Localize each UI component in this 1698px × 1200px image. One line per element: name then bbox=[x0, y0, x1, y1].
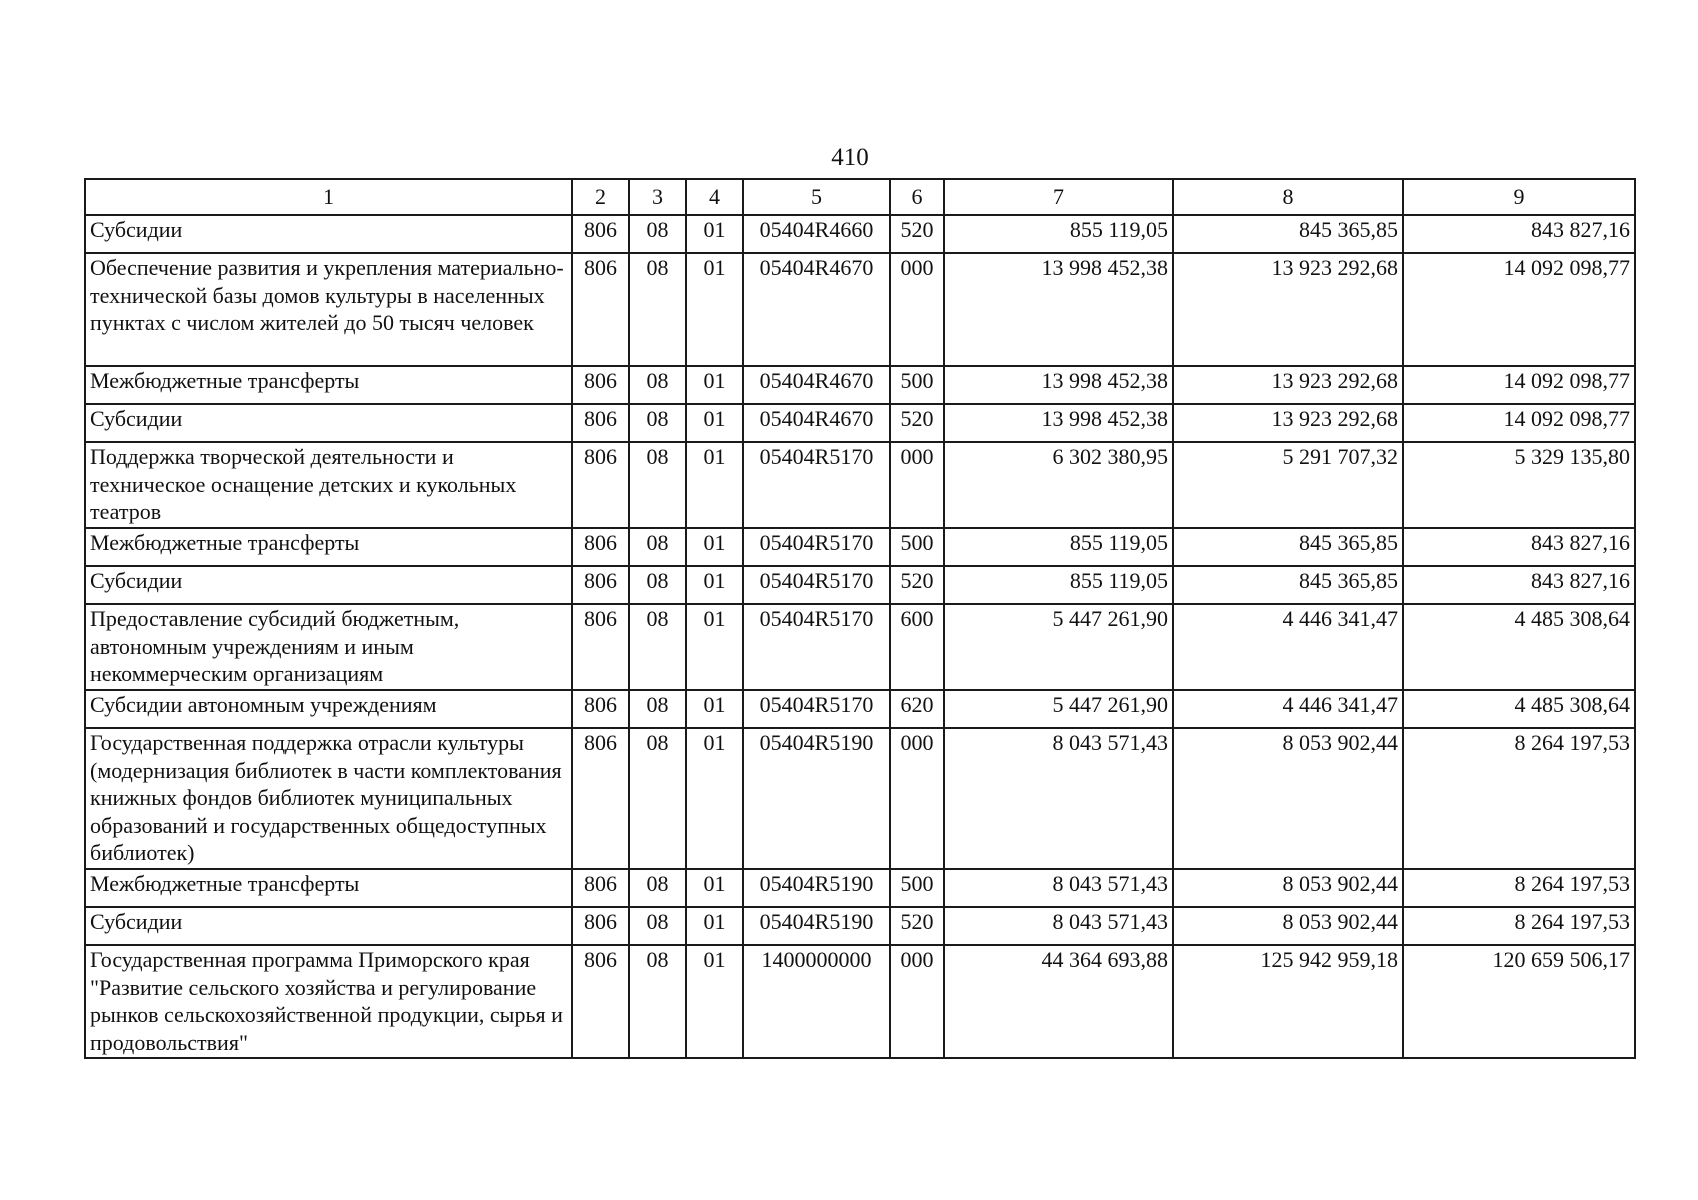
row-code-2: 806 bbox=[572, 945, 629, 1058]
row-value-9: 14 092 098,77 bbox=[1403, 253, 1635, 366]
row-value-8: 13 923 292,68 bbox=[1173, 253, 1403, 366]
row-value-7: 13 998 452,38 bbox=[944, 404, 1173, 442]
row-value-8: 125 942 959,18 bbox=[1173, 945, 1403, 1058]
row-value-8: 8 053 902,44 bbox=[1173, 728, 1403, 869]
row-code-2: 806 bbox=[572, 604, 629, 690]
row-code-4: 01 bbox=[686, 442, 743, 528]
table-row bbox=[85, 690, 1635, 728]
row-code-6: 000 bbox=[890, 442, 944, 528]
row-value-8: 13 923 292,68 bbox=[1173, 366, 1403, 404]
row-code-3: 08 bbox=[629, 442, 686, 528]
header-cell-4: 4 bbox=[686, 179, 743, 215]
header-cell-9: 9 bbox=[1403, 179, 1635, 215]
row-value-8: 8 053 902,44 bbox=[1173, 869, 1403, 907]
row-value-9: 14 092 098,77 bbox=[1403, 404, 1635, 442]
table-row bbox=[85, 907, 1635, 945]
row-code-6: 600 bbox=[890, 604, 944, 690]
row-code-4: 01 bbox=[686, 215, 743, 253]
row-name: Поддержка творческой деятельности и техническое оснащение детских и кукольных театров bbox=[85, 442, 572, 528]
row-value-7: 855 119,05 bbox=[944, 566, 1173, 604]
row-value-8: 8 053 902,44 bbox=[1173, 907, 1403, 945]
row-name: Предоставление субсидий бюджетным, автономным учреждениям и иным некоммерческим организациям bbox=[85, 604, 572, 690]
row-name: Субсидии bbox=[85, 215, 572, 253]
row-code-4: 01 bbox=[686, 366, 743, 404]
row-value-8: 13 923 292,68 bbox=[1173, 404, 1403, 442]
row-code-2: 806 bbox=[572, 215, 629, 253]
row-value-8: 4 446 341,47 bbox=[1173, 690, 1403, 728]
row-code-5: 05404R5190 bbox=[743, 728, 890, 869]
row-value-9: 8 264 197,53 bbox=[1403, 728, 1635, 869]
header-cell-7: 7 bbox=[944, 179, 1173, 215]
row-value-7: 44 364 693,88 bbox=[944, 945, 1173, 1058]
row-code-4: 01 bbox=[686, 604, 743, 690]
row-value-9: 4 485 308,64 bbox=[1403, 690, 1635, 728]
row-value-7: 6 302 380,95 bbox=[944, 442, 1173, 528]
row-code-5: 05404R5190 bbox=[743, 907, 890, 945]
row-code-5: 05404R4670 bbox=[743, 366, 890, 404]
row-value-9: 120 659 506,17 bbox=[1403, 945, 1635, 1058]
row-value-7: 8 043 571,43 bbox=[944, 728, 1173, 869]
row-code-3: 08 bbox=[629, 907, 686, 945]
header-cell-3: 3 bbox=[629, 179, 686, 215]
table-row bbox=[85, 869, 1635, 907]
row-value-8: 845 365,85 bbox=[1173, 528, 1403, 566]
row-code-6: 500 bbox=[890, 869, 944, 907]
row-value-7: 855 119,05 bbox=[944, 528, 1173, 566]
row-code-5: 05404R5170 bbox=[743, 566, 890, 604]
row-value-8: 5 291 707,32 bbox=[1173, 442, 1403, 528]
table-row bbox=[85, 442, 1635, 528]
row-value-7: 855 119,05 bbox=[944, 215, 1173, 253]
table-row bbox=[85, 253, 1635, 366]
table-row bbox=[85, 566, 1635, 604]
row-code-2: 806 bbox=[572, 404, 629, 442]
header-cell-8: 8 bbox=[1173, 179, 1403, 215]
table-header-row bbox=[85, 179, 1635, 215]
budget-table bbox=[84, 178, 1636, 1059]
row-code-6: 000 bbox=[890, 253, 944, 366]
row-value-9: 8 264 197,53 bbox=[1403, 907, 1635, 945]
table-row bbox=[85, 945, 1635, 1058]
row-code-4: 01 bbox=[686, 869, 743, 907]
row-code-2: 806 bbox=[572, 528, 629, 566]
row-value-7: 5 447 261,90 bbox=[944, 604, 1173, 690]
row-code-6: 620 bbox=[890, 690, 944, 728]
row-code-4: 01 bbox=[686, 253, 743, 366]
row-code-2: 806 bbox=[572, 728, 629, 869]
row-code-3: 08 bbox=[629, 604, 686, 690]
row-code-5: 05404R4670 bbox=[743, 404, 890, 442]
row-code-6: 520 bbox=[890, 566, 944, 604]
row-value-7: 5 447 261,90 bbox=[944, 690, 1173, 728]
row-code-5: 05404R5170 bbox=[743, 690, 890, 728]
row-code-3: 08 bbox=[629, 728, 686, 869]
header-cell-1: 1 bbox=[85, 179, 572, 215]
row-name: Субсидии bbox=[85, 404, 572, 442]
row-code-3: 08 bbox=[629, 528, 686, 566]
table-row bbox=[85, 215, 1635, 253]
row-code-5: 05404R5190 bbox=[743, 869, 890, 907]
row-code-4: 01 bbox=[686, 690, 743, 728]
row-code-6: 500 bbox=[890, 528, 944, 566]
row-value-9: 843 827,16 bbox=[1403, 215, 1635, 253]
row-value-9: 14 092 098,77 bbox=[1403, 366, 1635, 404]
row-value-9: 4 485 308,64 bbox=[1403, 604, 1635, 690]
header-cell-6: 6 bbox=[890, 179, 944, 215]
header-cell-5: 5 bbox=[743, 179, 890, 215]
table-row bbox=[85, 528, 1635, 566]
header-cell-2: 2 bbox=[572, 179, 629, 215]
row-code-2: 806 bbox=[572, 869, 629, 907]
row-code-3: 08 bbox=[629, 404, 686, 442]
row-name: Субсидии bbox=[85, 907, 572, 945]
row-value-8: 845 365,85 bbox=[1173, 566, 1403, 604]
row-code-5: 05404R4660 bbox=[743, 215, 890, 253]
row-code-3: 08 bbox=[629, 366, 686, 404]
row-code-3: 08 bbox=[629, 215, 686, 253]
row-code-2: 806 bbox=[572, 690, 629, 728]
row-value-8: 4 446 341,47 bbox=[1173, 604, 1403, 690]
row-code-2: 806 bbox=[572, 366, 629, 404]
row-value-7: 8 043 571,43 bbox=[944, 907, 1173, 945]
row-code-5: 05404R5170 bbox=[743, 528, 890, 566]
row-value-8: 845 365,85 bbox=[1173, 215, 1403, 253]
row-value-7: 13 998 452,38 bbox=[944, 366, 1173, 404]
row-code-3: 08 bbox=[629, 253, 686, 366]
table-row bbox=[85, 404, 1635, 442]
table-row bbox=[85, 728, 1635, 869]
row-code-5: 05404R5170 bbox=[743, 604, 890, 690]
row-name: Межбюджетные трансферты bbox=[85, 528, 572, 566]
row-code-3: 08 bbox=[629, 566, 686, 604]
row-code-3: 08 bbox=[629, 869, 686, 907]
row-name: Государственная программа Приморского края "Развитие сельского хозяйства и регулирование рынков сельскохозяйственной продукции, сырья и продовольствия" bbox=[85, 945, 572, 1058]
table-row bbox=[85, 604, 1635, 690]
table-row bbox=[85, 366, 1635, 404]
row-value-9: 8 264 197,53 bbox=[1403, 869, 1635, 907]
row-name: Государственная поддержка отрасли культуры (модернизация библиотек в части комплектования книжных фондов библиотек муниципальных образований и государственных общедоступных библиотек) bbox=[85, 728, 572, 869]
row-code-2: 806 bbox=[572, 253, 629, 366]
row-code-5: 05404R5170 bbox=[743, 442, 890, 528]
row-code-2: 806 bbox=[572, 566, 629, 604]
row-value-9: 843 827,16 bbox=[1403, 528, 1635, 566]
row-name: Межбюджетные трансферты bbox=[85, 366, 572, 404]
row-code-4: 01 bbox=[686, 728, 743, 869]
row-code-6: 000 bbox=[890, 945, 944, 1058]
row-code-6: 000 bbox=[890, 728, 944, 869]
row-value-7: 8 043 571,43 bbox=[944, 869, 1173, 907]
row-code-4: 01 bbox=[686, 907, 743, 945]
row-name: Обеспечение развития и укрепления материально-технической базы домов культуры в населенных пунктах с числом жителей до 50 тысяч человек bbox=[85, 253, 572, 366]
row-code-6: 520 bbox=[890, 404, 944, 442]
row-code-4: 01 bbox=[686, 566, 743, 604]
row-value-7: 13 998 452,38 bbox=[944, 253, 1173, 366]
row-code-3: 08 bbox=[629, 945, 686, 1058]
row-code-3: 08 bbox=[629, 690, 686, 728]
row-code-2: 806 bbox=[572, 907, 629, 945]
row-code-6: 520 bbox=[890, 907, 944, 945]
row-code-6: 520 bbox=[890, 215, 944, 253]
row-code-6: 500 bbox=[890, 366, 944, 404]
row-code-4: 01 bbox=[686, 945, 743, 1058]
row-value-9: 5 329 135,80 bbox=[1403, 442, 1635, 528]
row-code-4: 01 bbox=[686, 404, 743, 442]
row-code-5: 1400000000 bbox=[743, 945, 890, 1058]
page-number: 410 bbox=[831, 144, 869, 171]
row-name: Межбюджетные трансферты bbox=[85, 869, 572, 907]
row-code-5: 05404R4670 bbox=[743, 253, 890, 366]
row-code-2: 806 bbox=[572, 442, 629, 528]
row-name: Субсидии bbox=[85, 566, 572, 604]
row-name: Субсидии автономным учреждениям bbox=[85, 690, 572, 728]
row-code-4: 01 bbox=[686, 528, 743, 566]
row-value-9: 843 827,16 bbox=[1403, 566, 1635, 604]
